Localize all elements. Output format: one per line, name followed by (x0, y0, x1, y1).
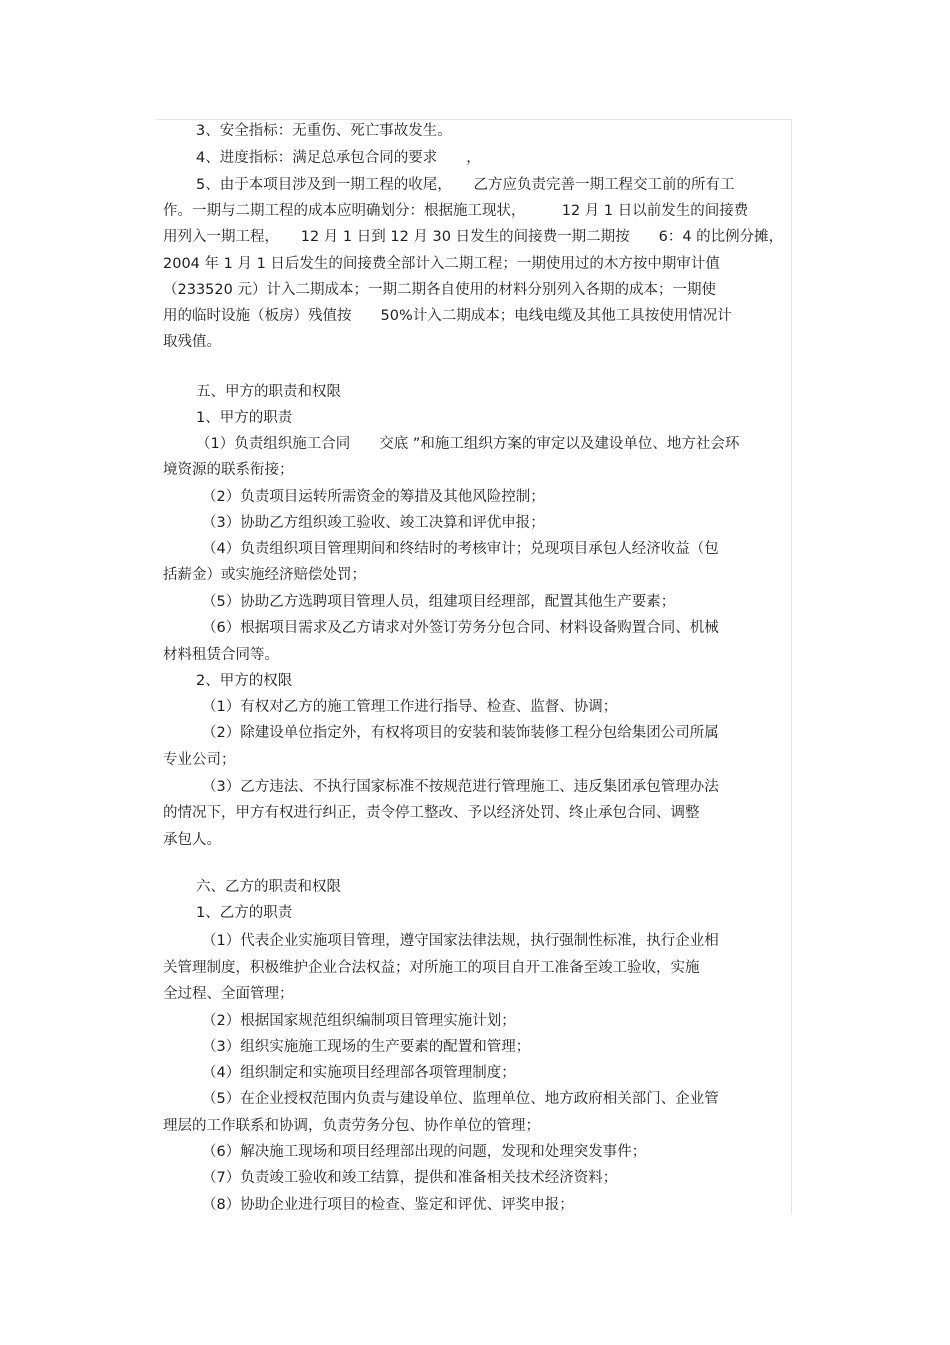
text-line: （7）负责竣工验收和竣工结算，提供和准备相关技术经济资料； (202, 1170, 618, 1186)
text-line: 专业公司； (163, 752, 236, 768)
text-line: 关管理制度，积极维护企业合法权益；对所施工的项目自开工准备至竣工验收，实施 (163, 960, 700, 976)
text-line: （1）负责组织施工合同 交底 ”和施工组织方案的审定以及建设单位、地方社会环 (196, 436, 740, 452)
page-border-top (156, 119, 792, 120)
text-line: 取残值。 (163, 334, 221, 350)
text-line: （8）协助企业进行项目的检查、鉴定和评优、评奖申报； (202, 1197, 574, 1213)
text-line: 2、甲方的权限 (196, 673, 293, 689)
page-border-right (791, 119, 792, 1214)
text-line: 六、乙方的职责和权限 (196, 879, 341, 895)
text-line: 作。一期与二期工程的成本应明确划分：根据施工现状， 12 月 1 日以前发生的间接费 (163, 203, 749, 219)
text-line: 全过程、全面管理； (163, 986, 294, 1002)
text-line: （3）乙方违法、不执行国家标准不按规范进行管理施工、违反集团承包管理办法 (202, 779, 719, 795)
text-line: （3）组织实施施工现场的生产要素的配置和管理； (202, 1039, 531, 1055)
text-line: （2）除建设单位指定外，有权将项目的安装和装饰装修工程分包给集团公司所属 (202, 725, 719, 741)
text-line: 用列入一期工程， 12 月 1 日到 12 月 30 日发生的间接费一期二期按 6：4 的比例分摊， (163, 229, 784, 245)
text-line: （4）组织制定和实施项目经理部各项管理制度； (202, 1065, 516, 1081)
text-line: 的情况下，甲方有权进行纠正，责令停工整改、予以经济处罚、终止承包合同、调整 (163, 805, 700, 821)
text-line: （6）根据项目需求及乙方请求对外签订劳务分包合同、材料设备购置合同、机械 (202, 620, 719, 636)
text-line: （5）协助乙方选聘项目管理人员，组建项目经理部，配置其他生产要素； (202, 594, 676, 610)
text-line: 1、甲方的职责 (196, 410, 293, 426)
text-line: 材料租赁合同等。 (163, 647, 279, 663)
text-line: 境资源的联系衔接； (163, 462, 294, 478)
text-line: （6）解决施工现场和项目经理部出现的问题，发现和处理突发事件； (202, 1144, 647, 1160)
text-line: （2）负责项目运转所需资金的筹措及其他风险控制； (202, 489, 545, 505)
text-line: 1、乙方的职责 (196, 905, 293, 921)
text-line: （2）根据国家规范组织编制项目管理实施计划； (202, 1013, 516, 1029)
text-line: （1）有权对乙方的施工管理工作进行指导、检查、监督、协调； (202, 699, 618, 715)
text-line: 3、安全指标：无重伤、死亡事故发生。 (196, 123, 452, 139)
text-line: 五、甲方的职责和权限 (196, 384, 341, 400)
text-line: 用的临时设施（板房）残值按 50%计入二期成本；电线电缆及其他工具按使用情况计 (163, 308, 732, 324)
text-line: 2004 年 1 月 1 日后发生的间接费全部计入二期工程；一期使用过的木方按中期审计值 (163, 256, 720, 272)
text-line: （4）负责组织项目管理期间和终结时的考核审计；兑现项目承包人经济收益（包 (202, 541, 719, 557)
text-line: 理层的工作联系和协调，负责劳务分包、协作单位的管理； (163, 1118, 540, 1134)
text-line: 承包人。 (163, 832, 221, 848)
text-line: （1）代表企业实施项目管理，遵守国家法律法规，执行强制性标准，执行企业相 (202, 933, 719, 949)
text-line: （3）协助乙方组织竣工验收、竣工决算和评优申报； (202, 515, 545, 531)
text-line: （5）在企业授权范围内负责与建设单位、监理单位、地方政府相关部门、企业管 (202, 1091, 719, 1107)
text-line: 4、进度指标：满足总承包合同的要求 ， (196, 150, 481, 166)
text-line: 5、由于本项目涉及到一期工程的收尾， 乙方应负责完善一期工程交工前的所有工 (196, 177, 735, 193)
text-line: （233520 元）计入二期成本；一期二期各自使用的材料分别列入各期的成本；一期使 (163, 282, 716, 298)
text-line: 括薪金）或实施经济赔偿处罚； (163, 567, 366, 583)
